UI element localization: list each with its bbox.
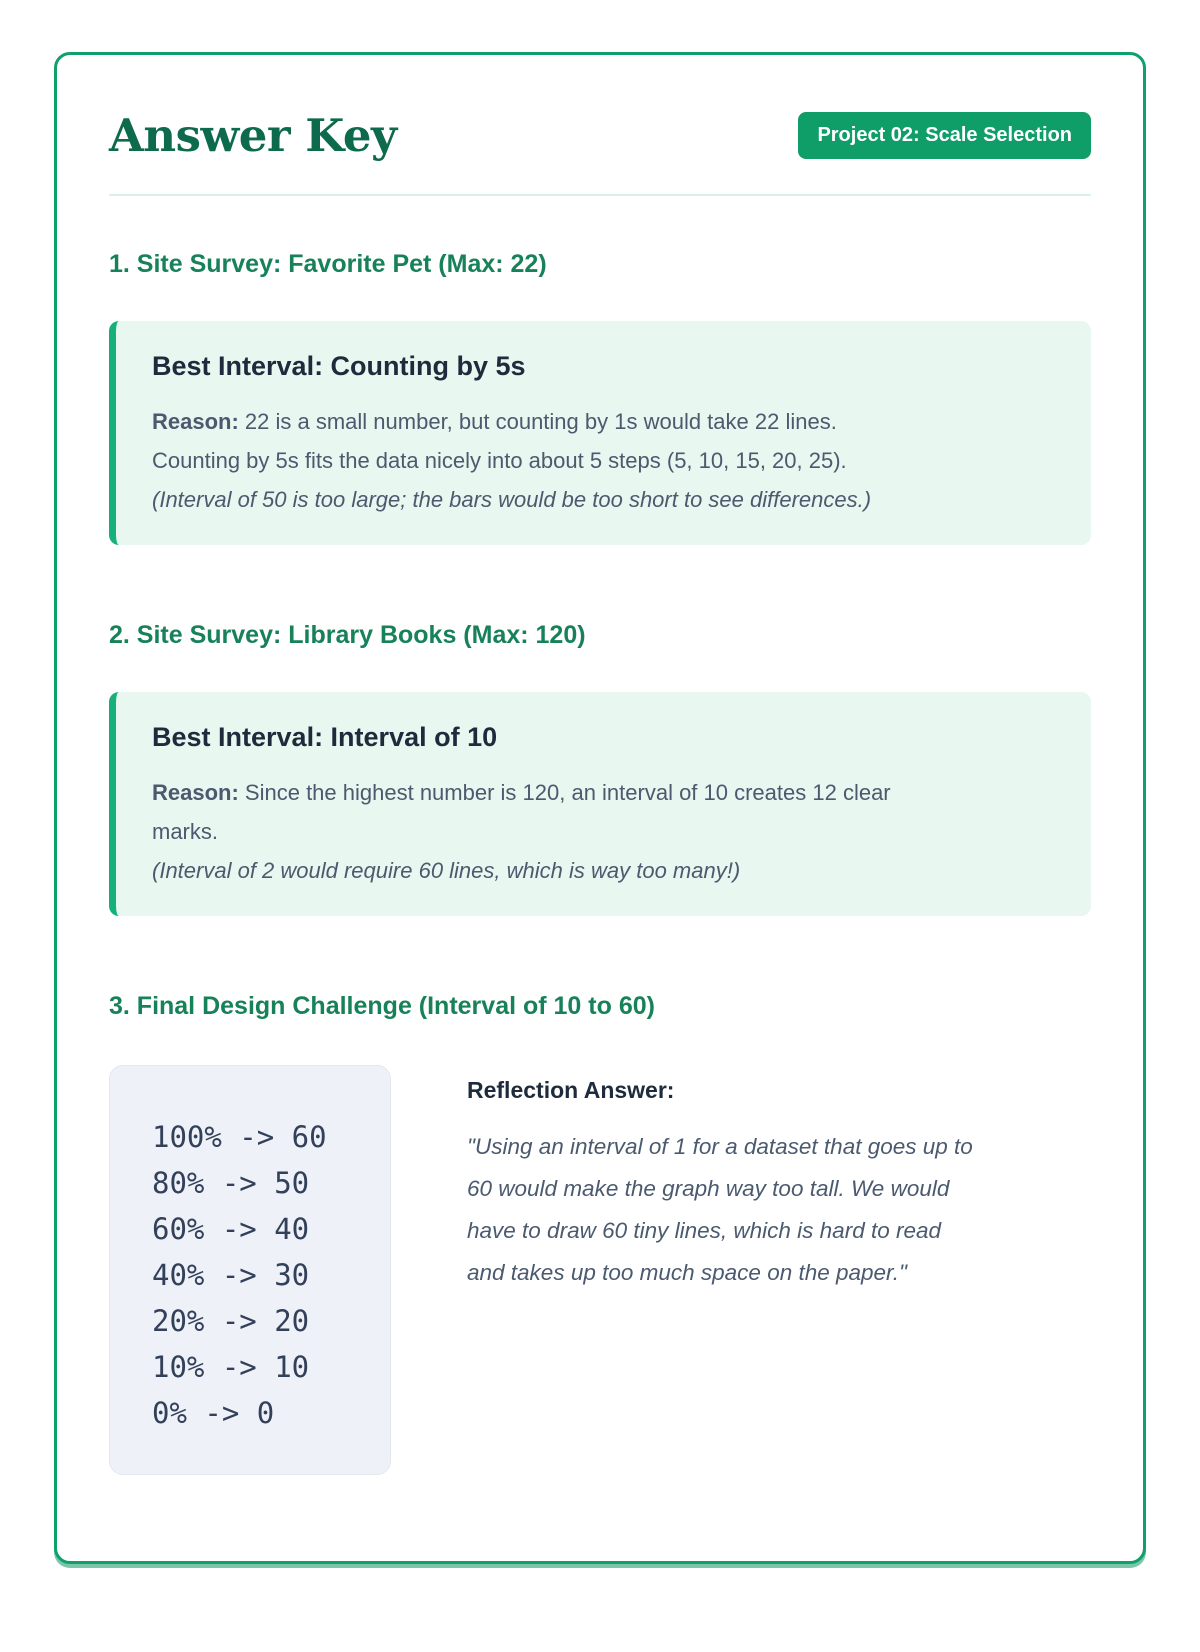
section-heading: 3. Final Design Challenge (Interval of 10 to 60) xyxy=(109,992,655,1020)
challenge-columns xyxy=(109,1065,1091,1475)
aside-note: (Interval of 2 would require 60 lines, which is way too many!) xyxy=(152,858,741,883)
aside-note: (Interval of 50 is too large; the bars would be too short to see differences.) xyxy=(152,487,872,512)
reason-line xyxy=(152,402,1055,441)
project-badge: Project 02: Scale Selection xyxy=(798,112,1091,159)
reflection-quote-line: and takes up too much space on the paper." xyxy=(467,1260,907,1285)
header-divider xyxy=(109,194,1091,196)
answer-title: Best Interval: Counting by 5s xyxy=(152,351,526,381)
reason-line: marks. xyxy=(152,819,218,844)
reason-line: Counting by 5s fits the data nicely into about 5 steps (5, 10, 15, 20, 25). xyxy=(152,448,847,473)
scale-code-block xyxy=(109,1065,391,1475)
section-heading: 1. Site Survey: Favorite Pet (Max: 22) xyxy=(109,250,547,278)
section-final-design-challenge xyxy=(109,992,1091,1475)
reason-text: 22 is a small number, but counting by 1s would take 22 lines. xyxy=(244,409,837,434)
reflection-quote-line: have to draw 60 tiny lines, which is hard to read xyxy=(467,1218,942,1243)
code-line: 60% -> 40 xyxy=(152,1212,310,1246)
code-line: 100% -> 60 xyxy=(152,1120,327,1154)
header xyxy=(109,109,1091,162)
reason-line xyxy=(152,773,1055,812)
section-library-books xyxy=(109,621,1091,916)
reason-label: Reason: xyxy=(152,780,239,805)
reason-label: Reason: xyxy=(152,409,239,434)
reflection-panel xyxy=(467,1065,1091,1294)
section-favorite-pet xyxy=(109,250,1091,545)
answer-key-card xyxy=(54,52,1146,1564)
reflection-quote-line: "Using an interval of 1 for a dataset that goes up to xyxy=(467,1134,973,1159)
page-title: Answer Key xyxy=(109,109,397,162)
section-heading: 2. Site Survey: Library Books (Max: 120) xyxy=(109,621,586,649)
code-line: 10% -> 10 xyxy=(152,1350,310,1384)
answer-callout xyxy=(109,692,1091,916)
reason-text: Since the highest number is 120, an interval of 10 creates 12 clear xyxy=(244,780,891,805)
code-line: 20% -> 20 xyxy=(152,1304,310,1338)
code-line: 80% -> 50 xyxy=(152,1166,310,1200)
reflection-heading: Reflection Answer: xyxy=(467,1077,675,1103)
answer-title: Best Interval: Interval of 10 xyxy=(152,722,498,752)
reflection-quote-line: 60 would make the graph way too tall. We would xyxy=(467,1176,950,1201)
code-line: 40% -> 30 xyxy=(152,1258,310,1292)
code-line: 0% -> 0 xyxy=(152,1396,275,1430)
answer-callout xyxy=(109,321,1091,545)
